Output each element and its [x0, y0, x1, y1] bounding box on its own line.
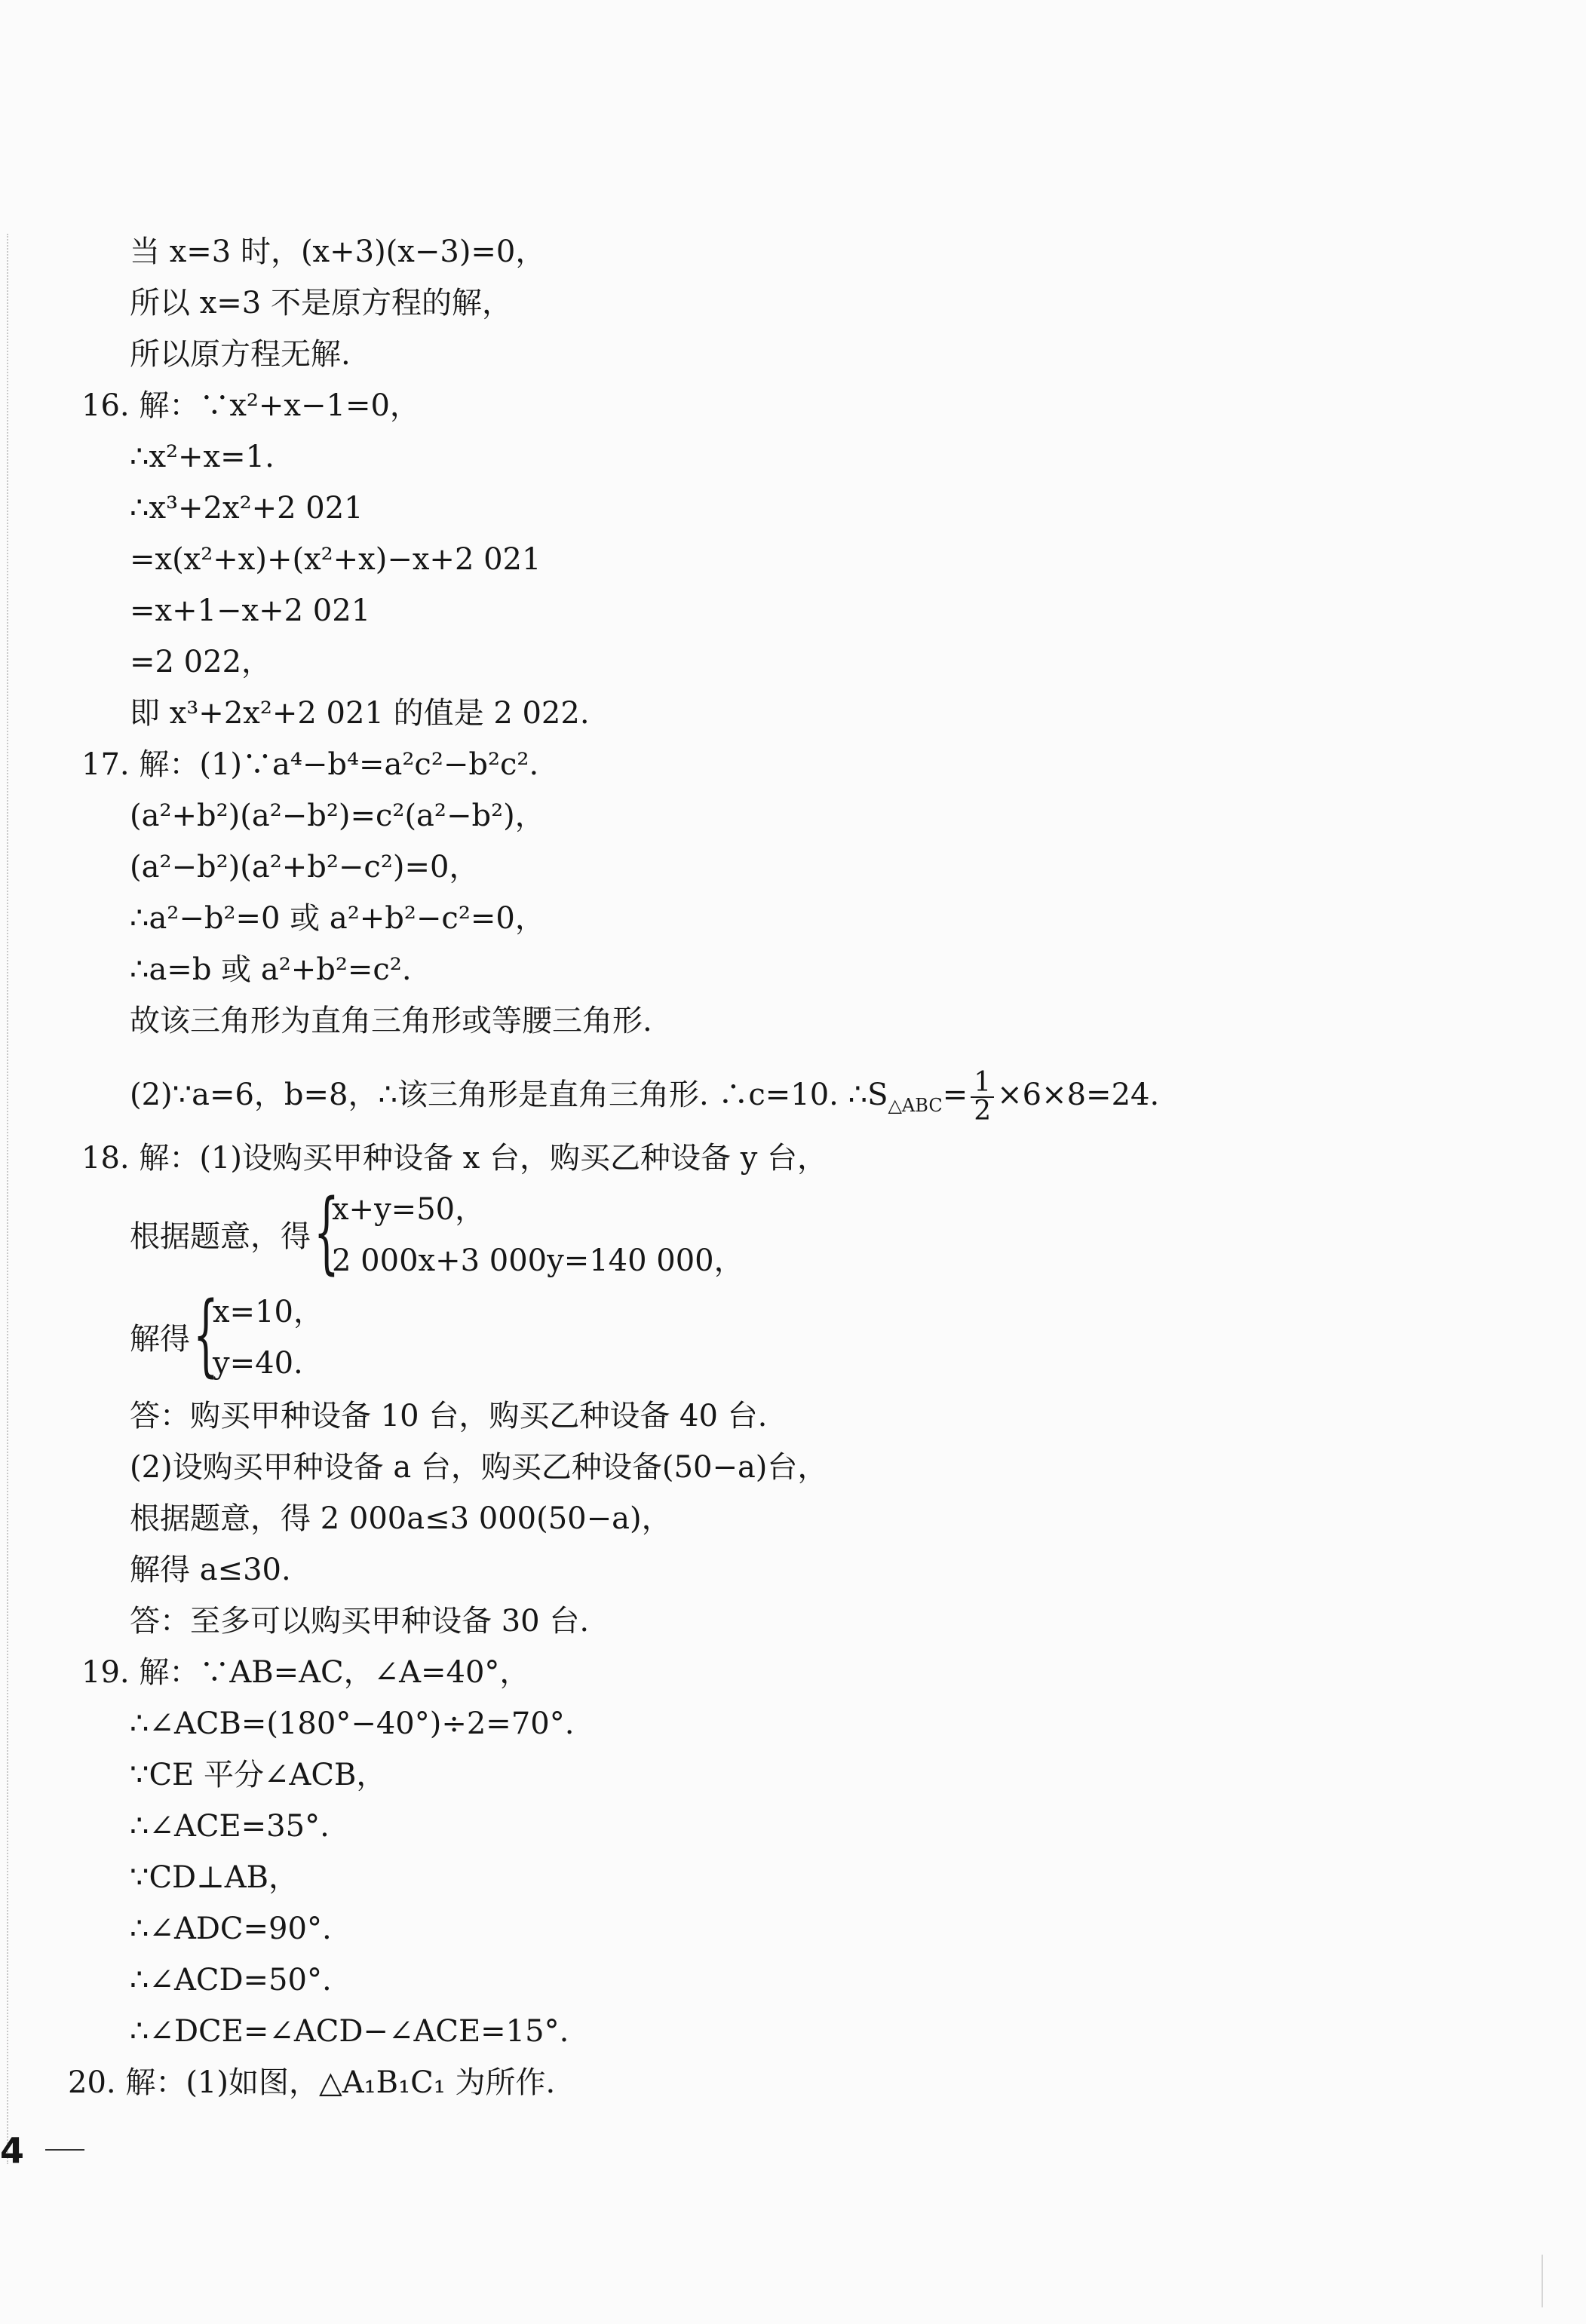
q17-part2-text: (2)∵a=6，b=8，∴该三角形是直角三角形. ∴c=10. ∴S	[130, 1078, 888, 1112]
q16-line-4: =x(x²+x)+(x²+x)−x+2 021	[130, 542, 541, 577]
system2-solution-1: x=10，	[213, 1295, 324, 1329]
q19-line-6: ∴∠ADC=90°.	[130, 1912, 332, 1946]
q17-line-5: ∴a=b 或 a²+b²=c².	[130, 952, 412, 987]
q17-equals: =	[942, 1078, 968, 1112]
q18-line-answer-2: 答：至多可以购买甲种设备 30 台.	[130, 1604, 590, 1639]
q19-line-1: 19. 解：∵AB=AC，∠A=40°，	[81, 1655, 530, 1690]
fraction-denominator: 2	[974, 1096, 992, 1127]
q18-line-1: 18. 解：(1)设购买甲种设备 x 台，购买乙种设备 y 台，	[81, 1141, 828, 1176]
page-number-dash	[45, 2149, 84, 2151]
q16-line-3: ∴x³+2x²+2 021	[130, 491, 364, 526]
q15-line-1: 当 x=3 时，(x+3)(x−3)=0，	[130, 235, 546, 269]
q19-line-7: ∴∠ACD=50°.	[130, 1963, 332, 1997]
q19-line-3: ∵CE 平分∠ACB，	[130, 1758, 387, 1792]
left-brace-icon: {	[193, 1282, 219, 1386]
q19-line-4: ∴∠ACE=35°.	[130, 1809, 330, 1844]
q15-line-3: 所以原方程无解.	[130, 337, 351, 372]
system2-solution-2: y=40.	[213, 1346, 303, 1381]
q17-part2-line	[130, 1069, 1159, 1125]
q19-line-5: ∵CD⊥AB，	[130, 1860, 299, 1895]
system2-prefix: 解得	[130, 1322, 190, 1357]
q17-part2-result: ×6×8=24.	[997, 1078, 1160, 1112]
equation-system-1	[130, 1179, 884, 1283]
q17-line-3: (a²−b²)(a²+b²−c²)=0，	[130, 850, 480, 885]
q15-line-2: 所以 x=3 不是原方程的解，	[130, 286, 512, 320]
page-number: 4	[0, 2130, 25, 2171]
fraction-one-half	[971, 1069, 994, 1125]
q17-line-6: 故该三角形为直角三角形或等腰三角形.	[130, 1004, 652, 1038]
q16-line-6: =2 022，	[130, 645, 272, 679]
q18-line-answer-1: 答：购买甲种设备 10 台，购买乙种设备 40 台.	[130, 1399, 768, 1433]
page-edge-mark	[1542, 2255, 1543, 2307]
q16-line-2: ∴x²+x=1.	[130, 440, 275, 474]
equation-system-2	[130, 1282, 733, 1386]
q17-line-2: (a²+b²)(a²−b²)=c²(a²−b²)，	[130, 799, 545, 833]
system1-equation-2: 2 000x+3 000y=140 000，	[332, 1243, 744, 1278]
left-brace-icon: {	[314, 1179, 339, 1283]
q19-line-2: ∴∠ACB=(180°−40°)÷2=70°.	[130, 1706, 575, 1741]
system1-prefix: 根据题意，得	[130, 1219, 311, 1254]
system1-equation-1: x+y=50，	[332, 1192, 486, 1227]
q17-line-1: 17. 解：(1)∵a⁴−b⁴=a²c²−b²c².	[81, 747, 539, 782]
q16-line-1: 16. 解：∵x²+x−1=0，	[81, 388, 420, 423]
q18-line-solution: 解得 a≤30.	[130, 1553, 291, 1587]
q20-line-1: 20. 解：(1)如图，△A₁B₁C₁ 为所作.	[68, 2065, 556, 2100]
fraction-numerator: 1	[971, 1069, 994, 1098]
q17-line-4: ∴a²−b²=0 或 a²+b²−c²=0，	[130, 901, 545, 936]
q18-line-part2: (2)设购买甲种设备 a 台，购买乙种设备(50−a)台，	[130, 1450, 828, 1485]
q16-line-5: =x+1−x+2 021	[130, 593, 371, 628]
q18-line-inequality: 根据题意，得 2 000a≤3 000(50−a)，	[130, 1501, 672, 1536]
q16-line-7: 即 x³+2x²+2 021 的值是 2 022.	[130, 696, 590, 731]
binding-margin-dotted-line	[7, 234, 8, 2164]
q19-line-8: ∴∠DCE=∠ACD−∠ACE=15°.	[130, 2014, 569, 2049]
triangle-subscript: △ABC	[888, 1095, 943, 1116]
